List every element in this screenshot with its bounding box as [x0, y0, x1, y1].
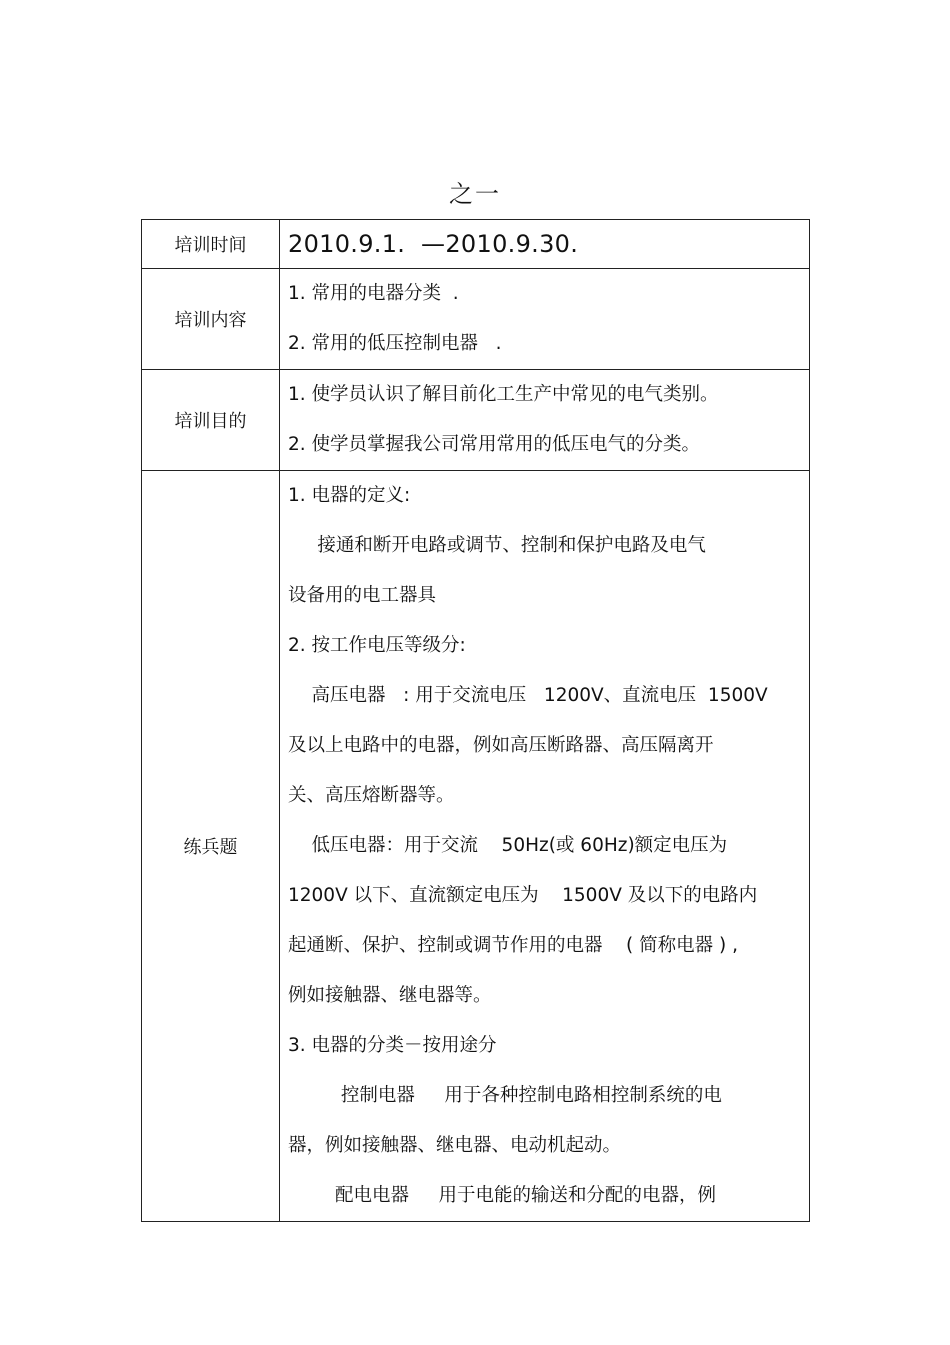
training-time-text: 2010.9.1. —2010.9.30. [288, 230, 579, 258]
value-drill-questions [280, 471, 810, 1222]
drill-line: 例如接触器、继电器等。 [288, 985, 492, 1006]
content-line: 2. 常用的低压控制电器 . [288, 333, 502, 354]
drill-line: 3. 电器的分类－按用途分 [288, 1035, 497, 1056]
drill-line: 接通和断开电路或调节、控制和保护电路及电气 [288, 535, 706, 556]
label-training-time: 培训时间 [142, 220, 280, 269]
content-line: 1. 常用的电器分类 . [288, 283, 459, 304]
value-training-content [280, 269, 810, 370]
purpose-line: 2. 使学员掌握我公司常用常用的低压电气的分类。 [288, 434, 701, 455]
value-training-purpose [280, 370, 810, 471]
drill-line: 关、高压熔断器等。 [288, 785, 455, 806]
drill-line: 低压电器：用于交流 50Hz(或 60Hz)额定电压为 [288, 835, 728, 856]
drill-line: 器，例如接触器、继电器、电动机起动。 [288, 1135, 622, 1156]
row-training-content [142, 269, 810, 370]
value-training-time [280, 220, 810, 269]
purpose-line: 1. 使学员认识了解目前化工生产中常见的电气类别。 [288, 384, 719, 405]
drill-line: 1. 电器的定义: [288, 485, 411, 506]
label-training-content: 培训内容 [142, 269, 280, 370]
page-title: 之一 [449, 180, 501, 208]
drill-line: 起通断、保护、控制或调节作用的电器 ( 简称电器 ) , [288, 935, 738, 956]
row-training-purpose [142, 370, 810, 471]
drill-line: 高压电器 : 用于交流电压 1200V、直流电压 1500V [288, 685, 768, 706]
drill-line: 1200V 以下、直流额定电压为 1500V 及以下的电路内 [288, 885, 758, 906]
row-drill-questions [142, 471, 810, 1222]
drill-line: 2. 按工作电压等级分: [288, 635, 466, 656]
row-training-time [142, 220, 810, 269]
drill-line: 控制电器 用于各种控制电路相控制系统的电 [288, 1085, 722, 1106]
drill-line: 配电电器 用于电能的输送和分配的电器，例 [288, 1185, 716, 1206]
drill-line: 及以上电路中的电器，例如高压断路器、高压隔离开 [288, 735, 714, 756]
label-drill-questions: 练兵题 [142, 471, 280, 1222]
training-record-table [141, 219, 810, 1222]
label-training-purpose: 培训目的 [142, 370, 280, 471]
drill-line: 设备用的电工器具 [288, 585, 437, 606]
